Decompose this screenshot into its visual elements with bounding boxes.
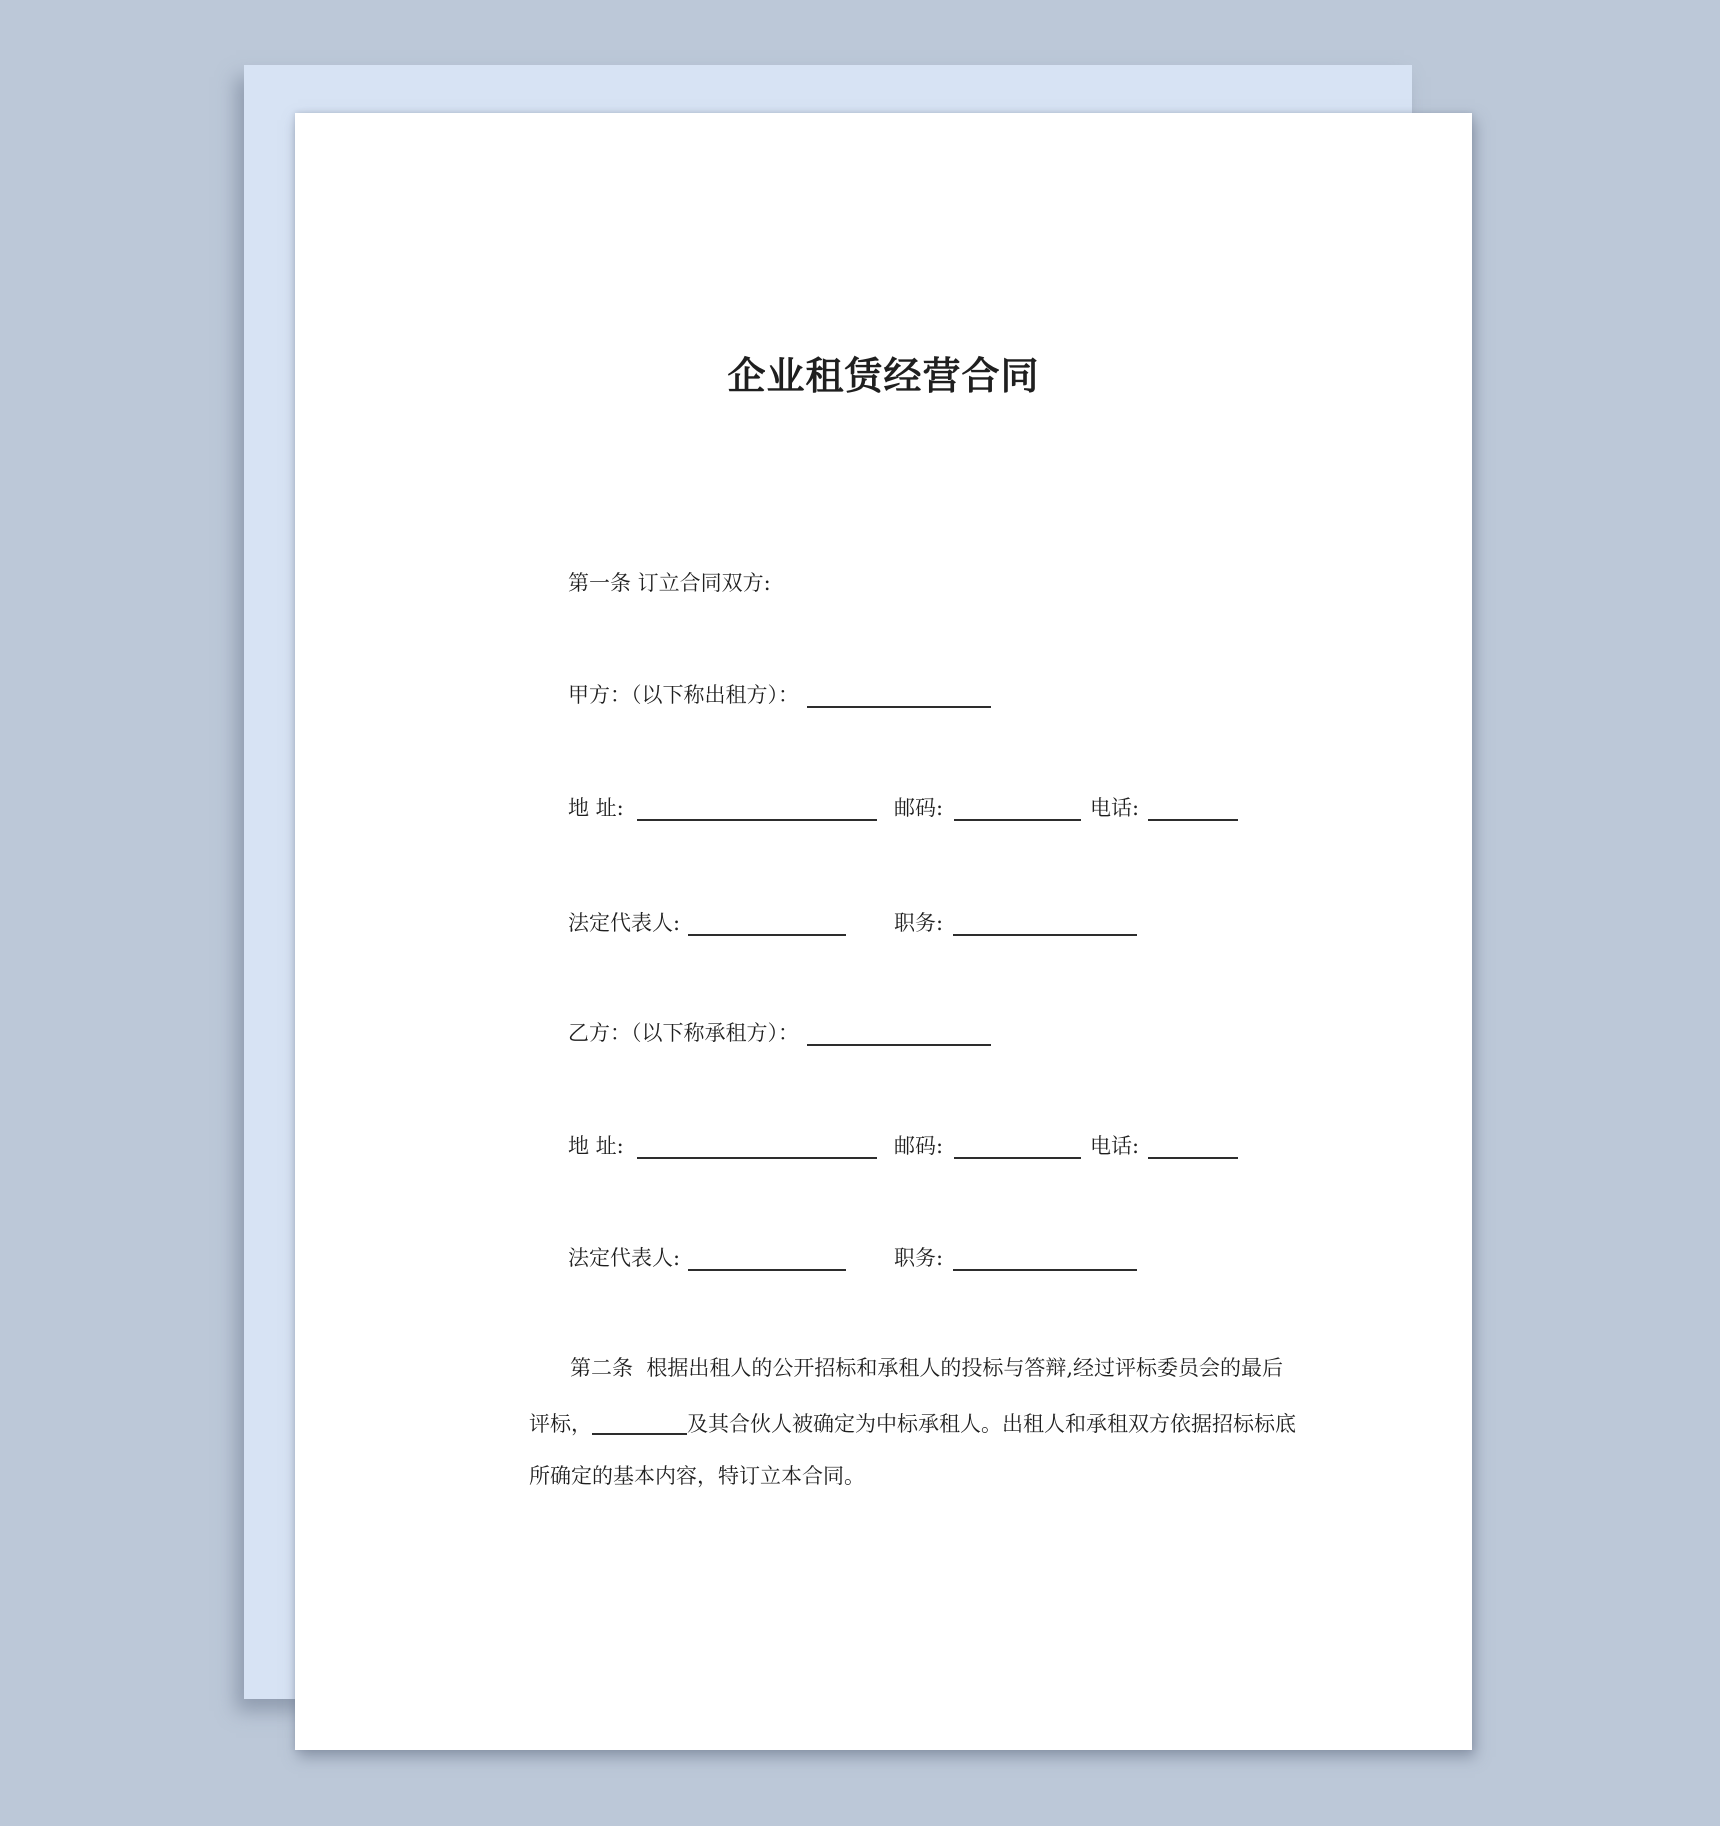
party-a-phone-label: 电话: — [1090, 796, 1140, 820]
winner-name-blank[interactable] — [592, 1415, 687, 1435]
party-a-address-row — [295, 795, 1472, 823]
party-a-legal-rep-label: 法定代表人: — [568, 911, 681, 935]
clause2-line2-prefix: 评标， — [529, 1412, 592, 1436]
party-b-position-blank[interactable] — [953, 1245, 1137, 1271]
document-page — [295, 113, 1472, 1750]
document-title: 企业租赁经营合同 — [727, 353, 1040, 398]
clause1-row — [295, 570, 1472, 598]
clause2-line3-row — [295, 1463, 1472, 1491]
party-b-address-blank[interactable] — [637, 1133, 877, 1159]
party-a-name-blank[interactable] — [807, 682, 991, 708]
clause1-heading: 第一条 订立合同双方: — [568, 571, 771, 595]
party-a-legal-row — [295, 910, 1472, 938]
party-b-zip-blank[interactable] — [954, 1133, 1081, 1159]
party-b-phone-label: 电话: — [1090, 1134, 1140, 1158]
party-a-position-label: 职务: — [894, 911, 944, 935]
clause2-line2-row — [295, 1411, 1472, 1439]
party-b-name-blank[interactable] — [807, 1020, 991, 1046]
party-a-heading-row — [295, 682, 1472, 710]
party-b-address-label: 地 址: — [568, 1134, 624, 1158]
clause2-line3: 所确定的基本内容，特订立本合同。 — [529, 1464, 865, 1488]
clause2-line1-row — [295, 1355, 1472, 1383]
party-b-address-row — [295, 1133, 1472, 1161]
party-b-legal-rep-label: 法定代表人: — [568, 1246, 681, 1270]
party-b-zip-label: 邮码: — [894, 1134, 944, 1158]
party-b-phone-blank[interactable] — [1148, 1133, 1238, 1159]
party-b-legal-rep-blank[interactable] — [688, 1245, 846, 1271]
party-a-address-label: 地 址: — [568, 796, 624, 820]
party-b-legal-row — [295, 1245, 1472, 1273]
party-b-position-label: 职务: — [894, 1246, 944, 1270]
party-a-phone-blank[interactable] — [1148, 795, 1238, 821]
clause2-line1: 第二条 根据出租人的公开招标和承租人的投标与答辩,经过评标委员会的最后 — [570, 1356, 1284, 1380]
party-a-address-blank[interactable] — [637, 795, 877, 821]
clause2-line2 — [529, 1411, 1296, 1437]
party-a-legal-rep-blank[interactable] — [688, 910, 846, 936]
party-b-heading: 乙方：（以下称承租方）： — [568, 1021, 799, 1045]
party-a-zip-label: 邮码: — [894, 796, 944, 820]
party-a-position-blank[interactable] — [953, 910, 1137, 936]
party-a-heading: 甲方：（以下称出租方）： — [568, 683, 799, 707]
party-b-heading-row — [295, 1020, 1472, 1048]
party-a-zip-blank[interactable] — [954, 795, 1081, 821]
clause2-line2-suffix: 及其合伙人被确定为中标承租人。出租人和承租双方依据招标标底 — [687, 1412, 1296, 1436]
